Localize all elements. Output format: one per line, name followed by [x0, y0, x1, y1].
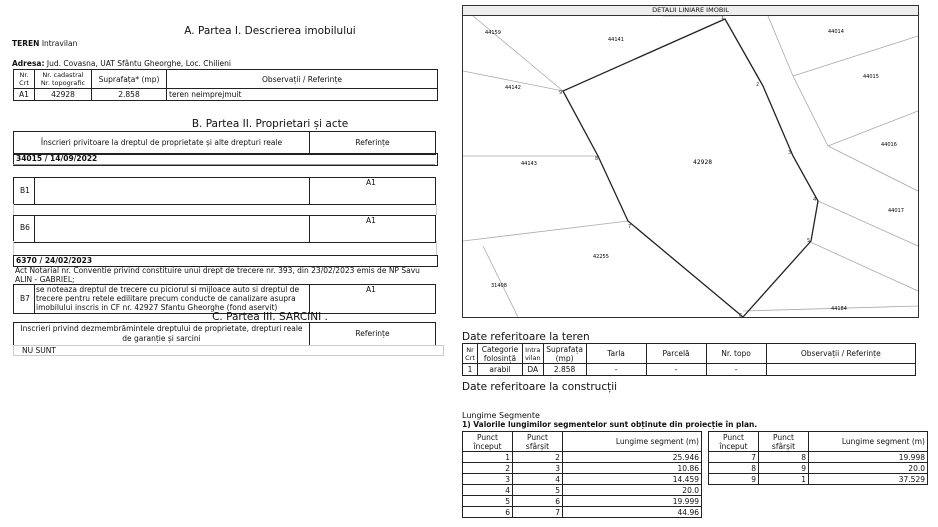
teren-title: Date referitoare la teren [462, 331, 590, 343]
b6-label: B6 [20, 223, 30, 232]
partIII-header-right: Referințe [355, 329, 390, 338]
cell-suprafata: 2.858 [92, 89, 167, 101]
segment-end: 7 [513, 507, 563, 518]
parcel-label-44159: 44159 [485, 30, 501, 36]
cell-nr-crt: A1 [14, 89, 35, 101]
b6-ref: A1 [366, 216, 376, 225]
segment-length: 19.999 [563, 496, 702, 507]
parcel-label-44143: 44143 [521, 161, 537, 167]
parcel-label-44017: 44017 [888, 208, 904, 214]
teren-cell-intravilan: DA [523, 364, 544, 376]
seg-col-length: Lungime segment (m) [563, 432, 702, 452]
b1-label: B1 [20, 186, 30, 195]
row-b7 [13, 284, 436, 314]
segment-length: 44.96 [563, 507, 702, 518]
segment-end: 9 [759, 463, 809, 474]
segment-start: 5 [463, 496, 513, 507]
vertex-6: 6 [739, 313, 743, 317]
partIII-title: C. Partea III. SARCINI . [212, 311, 328, 323]
segment-row [709, 452, 928, 463]
col-nr-cadastral: Nr. cadastral Nr. topografic [35, 70, 92, 89]
map-frame [462, 5, 919, 318]
segment-row [709, 474, 928, 485]
segment-row [463, 507, 702, 518]
partI-table [13, 69, 438, 101]
segment-start: 1 [463, 452, 513, 463]
segment-end: 5 [513, 485, 563, 496]
teren-col-nrtopo: Nr. topo [706, 344, 766, 364]
b7-label: B7 [20, 294, 30, 303]
seg-col-start: Punct început [463, 432, 513, 452]
teren-col-tarla: Tarla [586, 344, 646, 364]
teren-cell-nrtopo: - [706, 364, 766, 376]
segment-start: 7 [709, 452, 759, 463]
teren-cell-tarla: - [586, 364, 646, 376]
cell-observatii: teren neimprejmuit [167, 89, 438, 101]
segment-length: 20.0 [809, 463, 928, 474]
parcel-label-44015: 44015 [863, 74, 879, 80]
segment-length: 14.459 [563, 474, 702, 485]
seg-col-end: Punct sfârșit [513, 432, 563, 452]
segment-row [463, 496, 702, 507]
parcel-label-44184: 44184 [831, 306, 847, 312]
center-parcel-label: 42928 [693, 159, 713, 166]
parcel-label-44141: 44141 [608, 37, 624, 43]
segmente-table-left [462, 431, 702, 518]
row-b1 [13, 177, 436, 205]
teren-col-nr: Nr Crt [463, 344, 478, 364]
vertex-1: 1 [721, 16, 725, 21]
segment-end: 2 [513, 452, 563, 463]
col-observatii: Observații / Referințe [167, 70, 438, 89]
act-notarial-line1: Act Notarial nr. Conventie privind constituire unui drept de trecere nr. 393, din 23/02/2023 emis de NP Savu [15, 266, 420, 275]
row-b6 [13, 215, 436, 243]
segment-start: 6 [463, 507, 513, 518]
vertex-4: 4 [813, 197, 817, 203]
segment-row [463, 452, 702, 463]
seg-col-length-2: Lungime segment (m) [809, 432, 928, 452]
segment-row [463, 485, 702, 496]
parcel-label-31408: 31408 [491, 283, 507, 289]
segment-start: 2 [463, 463, 513, 474]
segmente-title: Lungime Segmente [462, 411, 540, 420]
parcel-label-44014: 44014 [828, 29, 844, 35]
segment-length: 19.998 [809, 452, 928, 463]
partII-header [13, 131, 436, 155]
b7-text-line1: se noteaza dreptul de trecere cu piciorul si mijloace auto si dreptul de [36, 285, 300, 294]
map-svg [463, 16, 918, 317]
segment-row [709, 463, 928, 474]
segment-end: 8 [759, 452, 809, 463]
teren-table [462, 343, 916, 376]
teren-cell-parcela: - [646, 364, 706, 376]
segmente-note: 1) Valorile lungimilor segmentelor sunt obținute din proiecție în plan. [462, 420, 758, 429]
teren-value: Intravilan [41, 39, 78, 48]
adresa-value: Jud. Covasna, UAT Sfântu Gheorghe, Loc. Chilieni [46, 59, 231, 68]
segmente-right-body [709, 452, 928, 485]
partIII-header-left: Inscrieri privind dezmembrămintele dreptului de proprietate, drepturi reale de garanție și sarcini [20, 324, 303, 343]
teren-line [12, 39, 77, 48]
vertex-8: 8 [595, 156, 599, 162]
teren-col-categorie: Categorie folosință [478, 344, 523, 364]
b7-text [36, 285, 308, 312]
vertex-5: 5 [807, 238, 811, 244]
b1-ref: A1 [366, 178, 376, 187]
seg-col-start-2: Punct început [709, 432, 759, 452]
col-nr-crt: Nr. Crt [14, 70, 35, 89]
segment-end: 1 [759, 474, 809, 485]
teren-col-parcela: Parcelă [646, 344, 706, 364]
act-notarial-line2: ALIN - GABRIEL; [15, 275, 75, 284]
parcel-label-44016: 44016 [881, 142, 897, 148]
teren-col-observatii: Observații / Referințe [766, 344, 915, 364]
partII-header-left: Înscrieri privitoare la dreptul de proprietate și alte drepturi reale [40, 138, 283, 147]
teren-cell-nr: 1 [463, 364, 478, 376]
constructii-title: Date referitoare la construcții [462, 381, 618, 393]
segment-length: 25.946 [563, 452, 702, 463]
segmente-table-right [708, 431, 928, 485]
entry-34015: 34015 / 14/09/2022 [13, 153, 438, 166]
segment-start: 4 [463, 485, 513, 496]
segment-row [463, 474, 702, 485]
partI-title: A. Partea I. Descrierea imobilului [184, 25, 356, 37]
segment-row [463, 463, 702, 474]
segment-length: 20.0 [563, 485, 702, 496]
segment-start: 9 [709, 474, 759, 485]
partII-header-right: Referințe [355, 138, 390, 147]
b7-text-line3: imobilului inscris in CF nr. 42927 Sfantu Gheorghe (fond aservit) [36, 303, 278, 312]
segment-end: 3 [513, 463, 563, 474]
b7-text-line2: trecere pentru retele edilitare precum conducte de canalizare asupra [36, 294, 296, 303]
col-suprafata: Suprafața* (mp) [92, 70, 167, 89]
parcel-42928-outline [563, 19, 818, 317]
segmente-left-body [463, 452, 702, 518]
partII-title: B. Partea II. Proprietari și acte [191, 118, 349, 130]
nu-sunt: NU SUNT [13, 345, 444, 356]
parcel-label-44142: 44142 [505, 85, 521, 91]
teren-col-suprafata: Suprafața (mp) [543, 344, 586, 364]
partIII-header [13, 322, 436, 346]
segment-end: 6 [513, 496, 563, 507]
vertex-2: 2 [756, 82, 760, 88]
entry-6370: 6370 / 24/02/2023 [13, 255, 438, 267]
segment-end: 4 [513, 474, 563, 485]
adresa-line [12, 59, 231, 68]
segment-start: 8 [709, 463, 759, 474]
teren-cell-categorie: arabil [478, 364, 523, 376]
map-title: DETALII LINIARE IMOBIL [463, 6, 918, 16]
parcel-label-42255: 42255 [593, 254, 609, 260]
vertex-9: 9 [559, 90, 563, 96]
vertex-3: 3 [788, 150, 792, 156]
teren-cell-suprafata: 2.858 [543, 364, 586, 376]
cell-nr-cadastral: 42928 [35, 89, 92, 101]
segment-length: 37.529 [809, 474, 928, 485]
adresa-label: Adresa: [12, 59, 45, 68]
vertex-7: 7 [628, 224, 632, 230]
b7-ref: A1 [366, 285, 376, 294]
segment-start: 3 [463, 474, 513, 485]
teren-label: TEREN [12, 39, 40, 48]
seg-col-end-2: Punct sfârșit [759, 432, 809, 452]
teren-cell-observatii [766, 364, 915, 376]
teren-col-intravilan: Intra vilan [523, 344, 544, 364]
segment-length: 10.86 [563, 463, 702, 474]
